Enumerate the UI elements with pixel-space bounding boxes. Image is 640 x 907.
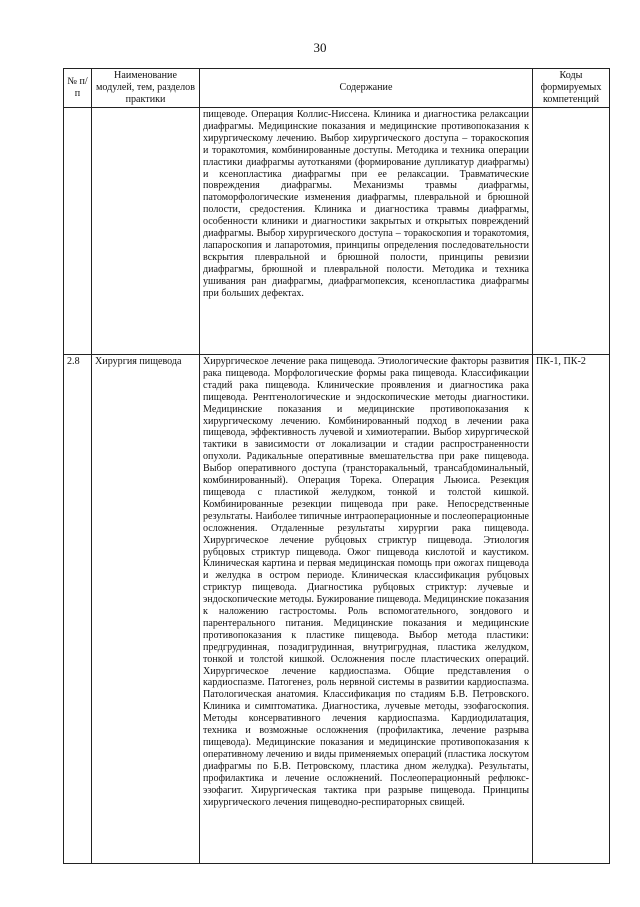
row-codes: ПК-1, ПК-2	[533, 355, 610, 864]
row-num: 2.8	[64, 355, 92, 864]
row-content: пищеводе. Операция Коллис-Ниссена. Клиника и диагностика релаксации диафрагмы. Медицинские показания и медицинские противопоказания к хирургическому лечению. Выбор хирургического доступа – торакоскопия и торакотомия, комбинированные доступы. Методика и техника операции пластики диафрагмы аутотканями (формирование дупликатур диафрагмы) и ксенопластика диафрагмы при ее релаксации. Травматические повреждения диафрагмы. Механизмы травмы диафрагмы, патоморфологические изменения диафрагмы, плевральной и брюшной полости, средостения. Клиника и диагностика травмы диафрагмы, особенности клиники и диагностики закрытых и открытых повреждений диафрагмы. Выбор хирургического доступа – торакоскопия и торакотомия, лапароскопия и лапаротомия, принципы определения последовательности вскрытия плевральной и брюшной полости, принципы ревизии диафрагмы, брюшной и плевральной полости. Методика и техника ушивания ран диафрагмы, диафрагмопексия, ксенопластика диафрагмы при больших дефектах.	[200, 108, 533, 355]
curriculum-table	[63, 68, 610, 864]
table-header	[64, 69, 610, 108]
row-module	[92, 108, 200, 355]
row-num	[64, 108, 92, 355]
header-codes: Коды формируемых компетенций	[533, 69, 610, 108]
header-content: Содержание	[200, 69, 533, 108]
row-codes	[533, 108, 610, 355]
page-number: 30	[313, 40, 327, 55]
row-content: Хирургическое лечение рака пищевода. Этиологические факторы развития рака пищевода. Морфологические формы рака пищевода. Классификации стадий рака пищевода. Клинические проявления и диагностика рака пищевода. Рентгенологические и эндоскопические методы диагностики. Медицинские показания и медицинские противопоказания к хирургическому лечению. Комбинированный подход в лечении рака пищевода, эффективность лучевой и химиотерапии. Выбор хирургической тактики в зависимости от локализации и стадии распространенности опухоли. Радикальные оперативные вмешательства при раке пищевода. Выбор оперативного доступа (трансторакальный, трансабдоминальный, комбинированный). Операция Торека. Операция Льюиса. Резекция пищевода с пластикой желудком, тонкой и толстой кишкой. Комбинированные резекции пищевода при раке. Непосредственные результаты. Наиболее типичные интраоперационные и послеоперационные осложнения. Отдаленные результаты хирургии рака пищевода. Хирургическое лечение рубцовых стриктур пищевода. Этиология рубцовых стриктур пищевода. Ожог пищевода кислотой и каустиком. Клиническая картина и первая медицинская помощь при ожогах пищевода и желудка в остром периоде. Клиническая классификация рубцовых стриктур пищевода. Диагностика рубцовых стриктур: лучевые и эндоскопические методы. Бужирование пищевода. Медицинские показания к наложению гастростомы. Роль вспомогательного, зондового и парентерального питания. Медицинские показания и медицинские противопоказания к пластике пищевода. Выбор метода пластики: предгрудинная, позадигрудинная, внутригрудная, пластика желудком, тонкой и толстой кишкой. Осложнения после пластических операций. Хирургическое лечение кардиоспазма. Общие представления о кардиоспазме. Патогенез, роль нервной системы в развитии кардиоспазма. Патологическая анатомия. Классификация по стадиям Б.В. Петровского. Клиника и симптоматика. Диагностика, лучевые методы, эзофагоскопия. Методы консервативного лечения кардиоспазма. Кардиодилатация, техника и возможные осложнения (профилактика, лечение разрыва пищевода). Медицинские показания и медицинские противопоказания к оперативному лечению и виды применяемых операций (пластика лоскутом диафрагмы по Б.В. Петровскому, пластика дном желудка). Результаты, профилактика и лечение осложнений. Послеоперационный рефлюкс-эзофагит. Хирургическая тактика при разрыве пищевода. Принципы хирургического лечения пищеводно-респираторных свищей.	[200, 355, 533, 864]
header-num: № п/п	[64, 69, 92, 108]
row-module: Хирургия пищевода	[92, 355, 200, 864]
header-module: Наименование модулей, тем, разделов практики	[92, 69, 200, 108]
table-row	[64, 108, 610, 355]
table-row	[64, 355, 610, 864]
